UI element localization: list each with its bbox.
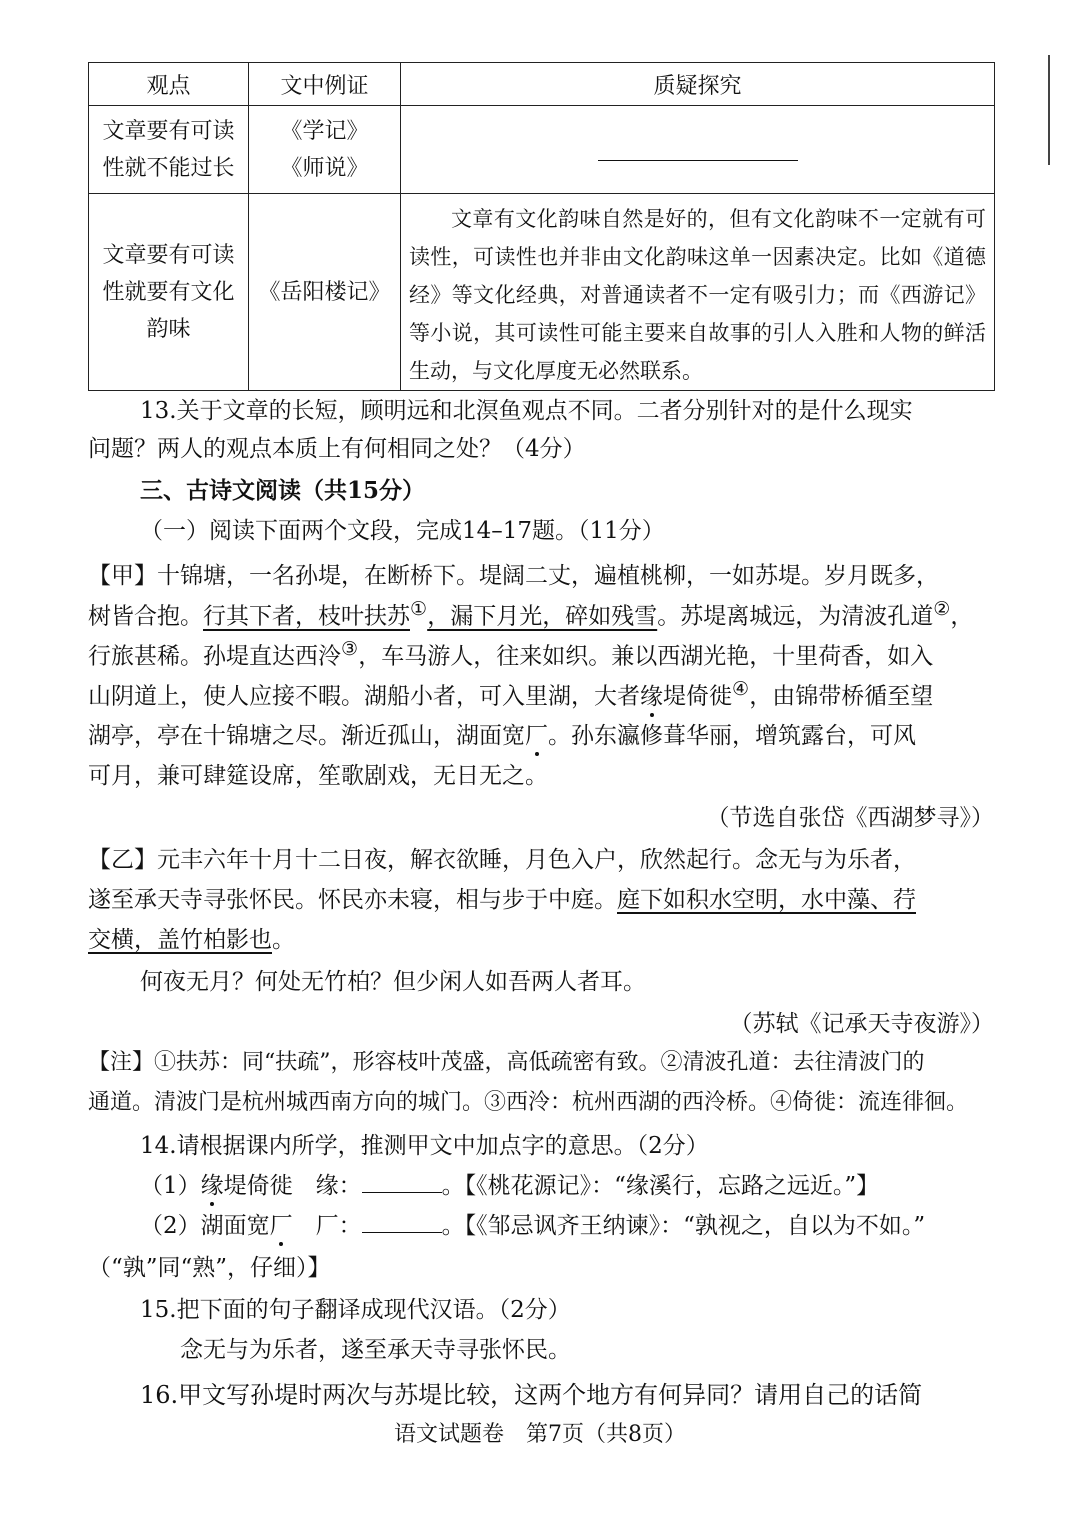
- jia-text: 湖亭，亭在十锦塘之尽。渐近孤山，湖面宽: [88, 723, 525, 749]
- row2-viewpoint: [89, 194, 249, 391]
- table-row: [89, 106, 995, 194]
- q13-line2: 问题？两人的观点本质上有何相同之处？（4分）: [88, 436, 586, 462]
- notes-line2: 通道。清波门是杭州城西南方向的城门。③西泠：杭州西湖的西泠桥。④倚徙：流连徘徊。: [88, 1090, 969, 1115]
- note-ref-2: ②: [933, 597, 951, 620]
- row2-view-line2: 性就要有文化: [102, 279, 235, 305]
- q16-stem: 16.甲文写孙堤时两次与苏堤比较，这两个地方有何异同？请用自己的话简: [140, 1381, 923, 1409]
- yi-line2: [88, 881, 994, 914]
- note-ref-1: ①: [410, 597, 428, 620]
- jia-source: （节选自张岱《西湖梦寻》）: [706, 805, 994, 831]
- yi-line1: 【乙】元丰六年十月十二日夜，解衣欲睡，月色入户，欣然起行。念无与为乐者，: [88, 847, 916, 873]
- notes-line1: 【注】①扶苏：同“扶疏”，形容枝叶茂盛，高低疏密有致。②清波孔道：去往清波门的: [88, 1050, 925, 1075]
- note-ref-4: ④: [732, 677, 750, 700]
- yi-text: 遂至承天寺寻张怀民。怀民亦未寝，相与步于中庭。: [88, 887, 617, 913]
- row1-evidence: [249, 106, 401, 194]
- table-row: [89, 194, 995, 391]
- yi-source: （苏轼《记承天寺夜游》）: [729, 1011, 994, 1037]
- q14-text: 。【《邹忌讽齐王纳谏》：“孰视之，自以为不如。”: [441, 1213, 926, 1239]
- row1-viewpoint: [89, 106, 249, 194]
- answer-blank-1[interactable]: [362, 1172, 442, 1193]
- jia-line6: 可月，兼可肆筵设席，笙歌剧戏，无日无之。: [88, 763, 548, 789]
- yi-text: 。: [272, 927, 295, 953]
- q13-line1: 13.关于文章的长短，顾明远和北溟鱼观点不同。二者分别针对的是什么现实: [140, 398, 913, 424]
- row2-inquiry: 文章有文化韵味自然是好的，但有文化韵味不一定就有可读性，可读性也并非由文化韵味这单一因素决定。比如《道德经》等文化经典，对普通读者不一定有吸引力；而《西游记》等小说，其可读性可能主要来自故事的引人入胜和人物的鲜活生动，与文化厚度无必然联系。: [401, 194, 995, 391]
- part1-title: （一）阅读下面两个文段，完成14–17题。（11分）: [140, 518, 665, 544]
- dotted-char-chang: 厂: [525, 723, 548, 749]
- q14-item2-cont: （“孰”同“熟”，仔细）】: [88, 1255, 331, 1281]
- q14-text: （2）湖面宽: [140, 1213, 270, 1239]
- row2-view-line3: 韵味: [146, 316, 191, 342]
- yi-line3: [88, 921, 994, 954]
- row2-evidence: 《岳阳楼记》: [249, 194, 401, 391]
- q15-stem: 15.把下面的句子翻译成现代汉语。（2分）: [140, 1297, 571, 1323]
- header-viewpoint: 观点: [89, 63, 249, 106]
- q14-item2: [140, 1207, 994, 1240]
- jia-text: 。苏堤离城远，为清波孔道: [657, 603, 934, 630]
- page-footer: 语文试题卷 第7页（共8页）: [394, 1422, 686, 1447]
- q14-text: （1）: [140, 1173, 201, 1199]
- row2-view-line1: 文章要有可读: [102, 242, 235, 268]
- q14-text: 厂：: [292, 1213, 362, 1239]
- jia-text: 行旅甚稀。孙堤直达西泠: [88, 643, 341, 670]
- section3-title: 三、古诗文阅读（共15分）: [140, 477, 426, 504]
- q14-text: 。【《桃花源记》：“缘溪行，忘路之远近。”】: [441, 1173, 880, 1199]
- jia-underline-2: ，漏下月光，碎如残雪: [427, 603, 658, 630]
- jia-text: 山阴道上，使人应接不暇。湖船小者，可入里湖，大者: [88, 683, 640, 710]
- dotted-char-yuan: 缘: [200, 1173, 224, 1199]
- row1-ex-line1: 《学记》: [280, 118, 369, 144]
- row1-ex-line2: 《师说》: [280, 155, 369, 181]
- jia-line1: 【甲】十锦塘，一名孙堤，在断桥下。堤阔二丈，遍植桃柳，一如苏堤。岁月既多，: [88, 563, 939, 589]
- jia-text: 树皆合抱。: [88, 603, 203, 630]
- jia-line4: [88, 677, 994, 711]
- row1-answer-cell[interactable]: [401, 106, 995, 194]
- yi-line4: 何夜无月？何处无竹柏？但少闲人如吾两人者耳。: [140, 969, 646, 995]
- jia-text: ，: [950, 603, 974, 630]
- jia-underline-1: 行其下者，枝叶扶苏: [203, 603, 410, 630]
- jia-line5: [88, 717, 994, 750]
- answer-blank-2[interactable]: [362, 1212, 442, 1233]
- q15-sentence: 念无与为乐者，遂至承天寺寻张怀民。: [180, 1337, 571, 1363]
- yi-underline-2: 交横，盖竹柏影也: [88, 927, 272, 953]
- jia-text: ，车马游人，往来如织。兼以西湖光艳，十里荷香，如入: [358, 643, 934, 670]
- q14-stem: 14.请根据课内所学，推测甲文中加点字的意思。（2分）: [140, 1133, 709, 1159]
- yi-underline-1: 庭下如积水空明，水中藻、荇: [617, 887, 916, 913]
- inquiry-table: [88, 62, 995, 391]
- q14-text: 堤倚徙 缘：: [223, 1173, 362, 1199]
- note-ref-3: ③: [341, 637, 359, 660]
- row1-view-line2: 性就不能过长: [102, 155, 235, 181]
- header-evidence: 文中例证: [249, 63, 401, 106]
- header-inquiry: 质疑探究: [401, 63, 995, 106]
- answer-blank-line[interactable]: [598, 160, 798, 161]
- jia-text: ，由锦带桥循至望: [749, 683, 934, 710]
- jia-line3: [88, 637, 994, 671]
- jia-text: 堤倚徙: [663, 683, 732, 710]
- table-header-row: [89, 63, 995, 106]
- dotted-char-chang: 厂: [269, 1213, 293, 1239]
- scan-edge-mark: [1048, 55, 1050, 165]
- jia-line2: [88, 597, 994, 631]
- dotted-char-yuan: 缘: [640, 683, 663, 710]
- row1-view-line1: 文章要有可读: [102, 118, 235, 144]
- q14-item1: [140, 1167, 994, 1200]
- jia-text: 。孙东瀛修葺华丽，增筑露台，可风: [548, 723, 916, 749]
